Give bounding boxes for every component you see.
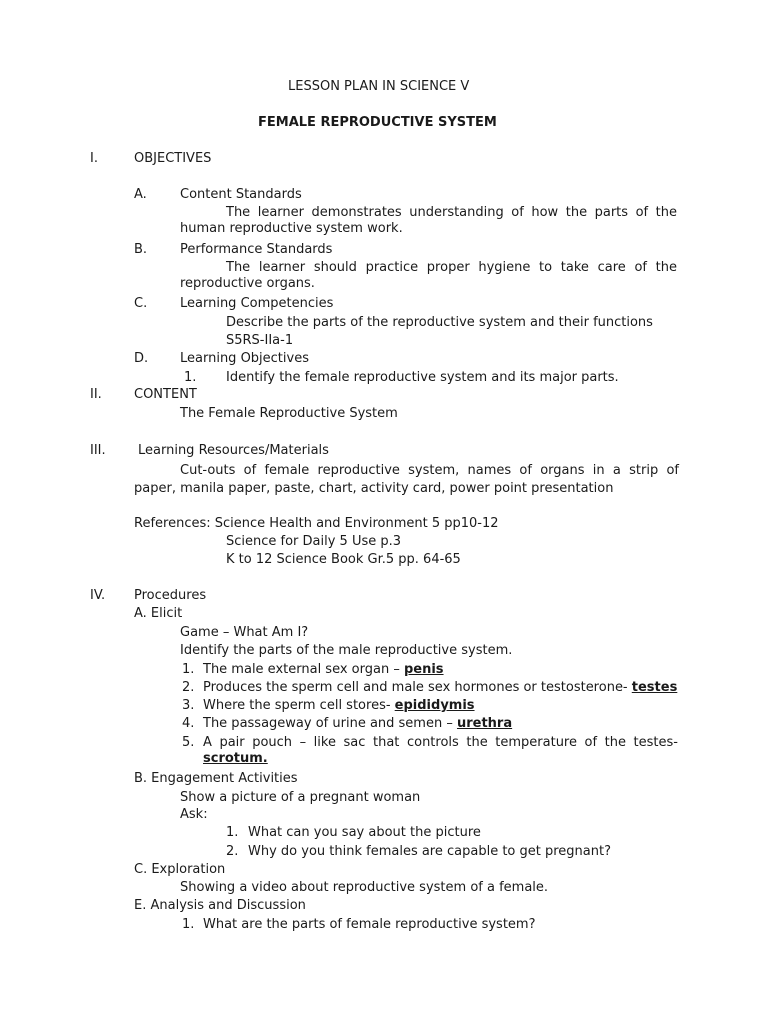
list-item-number: 4. [182, 716, 195, 731]
analysis-item: What are the parts of female reproductive system? [203, 917, 536, 932]
ask-item: Why do you think females are capable to get pregnant? [248, 844, 611, 859]
section-number: I. [90, 151, 98, 166]
document-subtitle: FEMALE REPRODUCTIVE SYSTEM [258, 115, 497, 130]
list-item-number: 1. [182, 917, 195, 932]
exploration-label: C. Exploration [134, 862, 226, 877]
list-item: The passageway of urine and semen – urethra [203, 716, 513, 731]
engagement-label: B. Engagement Activities [134, 771, 298, 786]
game-instruction: Identify the parts of the male reproductive system. [180, 643, 513, 658]
objective-number: 1. [184, 370, 197, 385]
item-letter: D. [134, 351, 149, 366]
reference-item: Science for Daily 5 Use p.3 [226, 534, 402, 549]
learning-competencies-label: Learning Competencies [180, 296, 334, 311]
ask-item: What can you say about the picture [248, 825, 481, 840]
objective-text: Identify the female reproductive system and its major parts. [226, 370, 619, 385]
answer-text: epididymis [394, 698, 475, 713]
competency-code: S5RS-IIa-1 [226, 333, 294, 348]
performance-standards-text: The learner should practice proper hygiene to take care of the reproductive organs. [180, 260, 677, 291]
references-label: References: Science Health and Environment 5 pp10-12 [134, 516, 499, 531]
list-item: Where the sperm cell stores- epididymis [203, 698, 475, 713]
answer-text: urethra [456, 716, 513, 731]
content-standards-label: Content Standards [180, 187, 302, 202]
content-standards-text: The learner demonstrates understanding of how the parts of the human reproductive system work. [180, 205, 677, 236]
list-item-number: 2. [226, 844, 239, 859]
elicit-label: A. Elicit [134, 606, 183, 621]
list-item: Produces the sperm cell and male sex hormones or testosterone- testes [203, 680, 678, 695]
list-item: A pair pouch – like sac that controls the temperature of the testes- scrotum. [203, 735, 678, 766]
ask-label: Ask: [180, 807, 208, 822]
section-heading-content: CONTENT [134, 387, 197, 402]
list-item-number: 1. [182, 662, 195, 677]
document-title: LESSON PLAN IN SCIENCE V [288, 79, 470, 94]
answer-text: testes [631, 680, 678, 695]
exploration-text: Showing a video about reproductive system of a female. [180, 880, 549, 895]
list-item-number: 5. [182, 735, 195, 750]
content-text: The Female Reproductive System [180, 406, 398, 421]
item-letter: B. [134, 242, 148, 257]
reference-item: K to 12 Science Book Gr.5 pp. 64-65 [226, 552, 461, 567]
engagement-text: Show a picture of a pregnant woman [180, 790, 421, 805]
list-item-number: 3. [182, 698, 195, 713]
section-number: IV. [90, 588, 106, 603]
section-number: III. [90, 443, 106, 458]
list-item: The male external sex organ – penis [203, 662, 444, 677]
answer-text: penis [403, 662, 444, 677]
learning-objectives-label: Learning Objectives [180, 351, 309, 366]
list-item-number: 1. [226, 825, 239, 840]
item-letter: C. [134, 296, 148, 311]
list-item-number: 2. [182, 680, 195, 695]
answer-text: scrotum. [203, 751, 268, 766]
analysis-label: E. Analysis and Discussion [134, 898, 306, 913]
section-heading-resources: Learning Resources/Materials [138, 443, 329, 458]
section-number: II. [90, 387, 102, 402]
performance-standards-label: Performance Standards [180, 242, 333, 257]
learning-competencies-text: Describe the parts of the reproductive system and their functions [226, 315, 653, 330]
game-title: Game – What Am I? [180, 625, 309, 640]
resources-text: Cut-outs of female reproductive system, names of organs in a strip of paper, manila paper, paste, chart, activity card, power point presentation [134, 463, 679, 496]
item-letter: A. [134, 187, 147, 202]
section-heading-procedures: Procedures [134, 588, 207, 603]
section-heading-objectives: OBJECTIVES [134, 151, 212, 166]
